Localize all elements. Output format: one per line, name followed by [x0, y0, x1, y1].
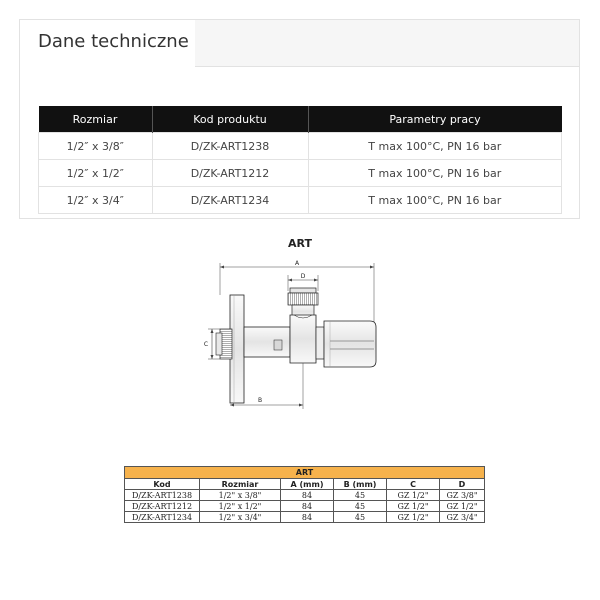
- table-row: [125, 501, 485, 512]
- cell-code: D/ZK-ART1238: [125, 490, 200, 501]
- dimensions-table-caption: [125, 467, 485, 479]
- header-product-code: Kod produktu: [152, 106, 308, 133]
- cell-d: GZ 3/4": [440, 512, 485, 523]
- header-d: D: [440, 479, 485, 490]
- dimension-d-label: D: [300, 273, 306, 280]
- cell-code: D/ZK-ART1234: [125, 512, 200, 523]
- cell-a: 84: [281, 490, 334, 501]
- cell-d: GZ 1/2": [440, 501, 485, 512]
- tab-bar-fill: [195, 20, 579, 67]
- table-row: [39, 133, 562, 160]
- cell-c: GZ 1/2": [387, 501, 440, 512]
- dimension-a-label: A: [294, 260, 300, 267]
- dimensions-table: [124, 466, 485, 523]
- cell-product-code: D/ZK-ART1212: [152, 160, 308, 187]
- cell-a: 84: [281, 512, 334, 523]
- dimensions-table-header: [125, 479, 485, 490]
- spec-table-header: [39, 106, 562, 133]
- cell-size: 1/2" x 1/2": [200, 501, 281, 512]
- valve-body: [244, 315, 324, 363]
- cell-a: 84: [281, 501, 334, 512]
- cell-size: 1/2″ x 3/8″: [39, 133, 153, 160]
- cell-b: 45: [334, 501, 387, 512]
- valve-technical-drawing: [190, 255, 390, 415]
- inlet-thread: [216, 329, 232, 359]
- dimension-c-label: C: [203, 341, 209, 348]
- cell-c: GZ 1/2": [387, 512, 440, 523]
- cell-d: GZ 3/8": [440, 490, 485, 501]
- table-row: [125, 490, 485, 501]
- dimensions-caption: ART: [125, 467, 485, 479]
- cell-size: 1/2" x 3/8": [200, 490, 281, 501]
- cell-parameters: T max 100°C, PN 16 bar: [308, 133, 562, 160]
- cell-size: 1/2″ x 3/4″: [39, 187, 153, 214]
- table-row: [39, 187, 562, 214]
- header-c: C: [387, 479, 440, 490]
- cell-parameters: T max 100°C, PN 16 bar: [308, 160, 562, 187]
- table-row: [125, 512, 485, 523]
- dimension-b-label: B: [257, 397, 263, 404]
- header-size: Rozmiar: [39, 106, 153, 133]
- tab-technical-data[interactable]: [20, 20, 196, 66]
- header-a: A (mm): [281, 479, 334, 490]
- header-code: Kod: [125, 479, 200, 490]
- valve-handle: [324, 321, 376, 367]
- cell-c: GZ 1/2": [387, 490, 440, 501]
- cell-parameters: T max 100°C, PN 16 bar: [308, 187, 562, 214]
- table-row: [39, 160, 562, 187]
- cell-product-code: D/ZK-ART1238: [152, 133, 308, 160]
- cell-b: 45: [334, 490, 387, 501]
- header-size: Rozmiar: [200, 479, 281, 490]
- cell-size: 1/2" x 3/4": [200, 512, 281, 523]
- cell-product-code: D/ZK-ART1234: [152, 187, 308, 214]
- technical-data-panel: [19, 19, 580, 219]
- cell-b: 45: [334, 512, 387, 523]
- header-b: B (mm): [334, 479, 387, 490]
- spec-table: [38, 106, 562, 214]
- cell-size: 1/2″ x 1/2″: [39, 160, 153, 187]
- cell-code: D/ZK-ART1212: [125, 501, 200, 512]
- header-operating-parameters: Parametry pracy: [308, 106, 562, 133]
- panel-title: Dane techniczne: [38, 31, 189, 52]
- drawing-title: ART: [288, 237, 312, 250]
- top-outlet: [288, 288, 318, 318]
